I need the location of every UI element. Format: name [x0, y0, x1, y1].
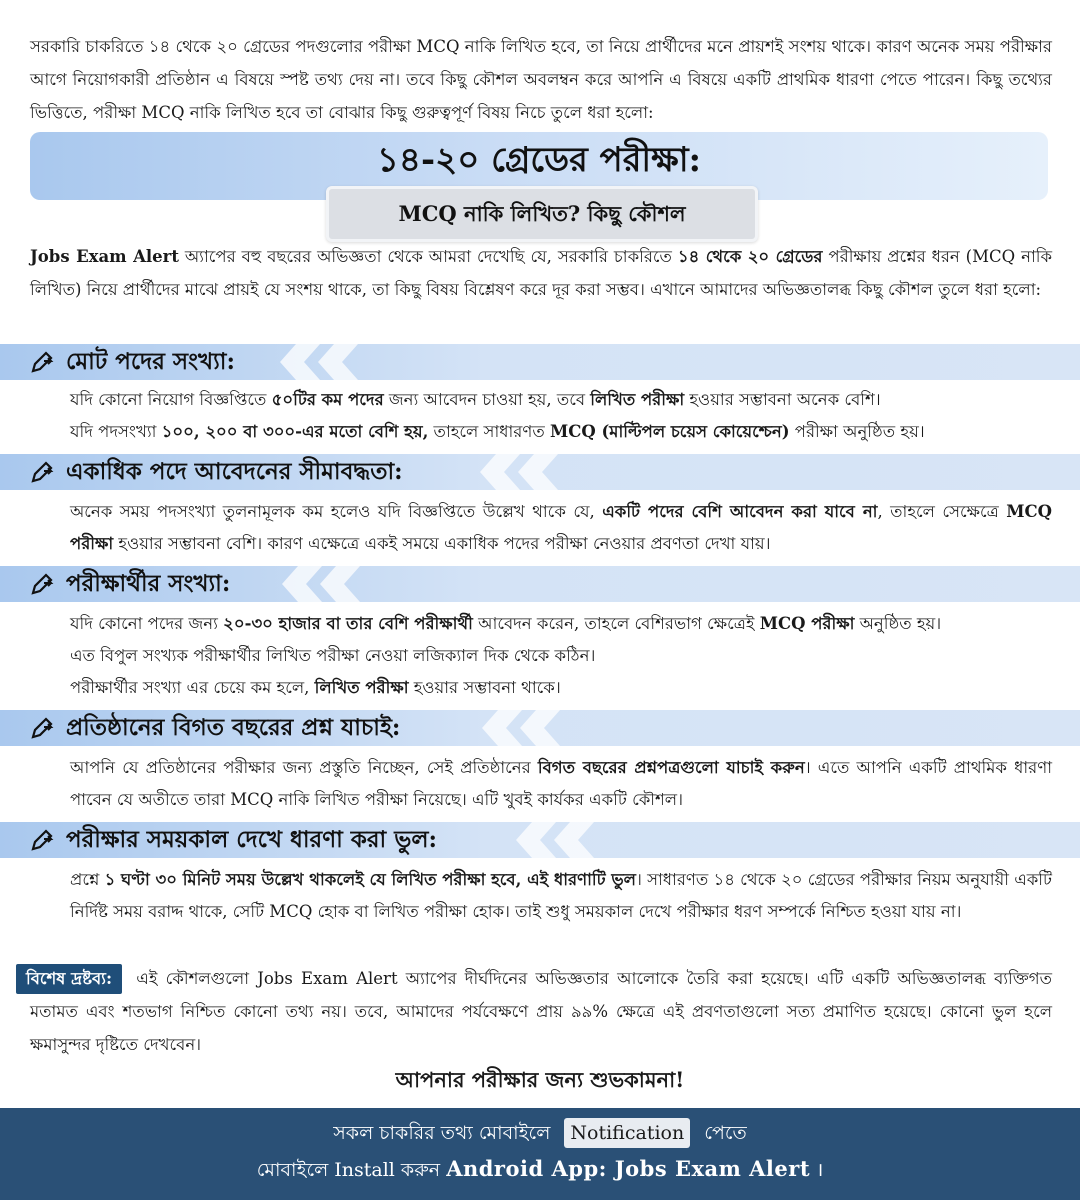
footer-banner — [0, 1108, 1080, 1200]
bold-run: ২০-৩০ হাজার বা তার বেশি পরীক্ষার্থী — [223, 614, 473, 633]
subtitle-box: MCQ নাকি লিখিত? কিছু কৌশল — [326, 186, 758, 242]
page-title: ১৪-২০ গ্রেডের পরীক্ষা: — [376, 140, 702, 180]
lead-paragraph — [30, 240, 1052, 306]
lead-bold-1: ১৪ থেকে ২০ গ্রেডের — [677, 247, 823, 266]
lead-text-1: অ্যাপের বহু বছরের অভিজ্ঞতা থেকে আমরা দেখেছি যে, সরকারি চাকরিতে — [178, 247, 678, 266]
pen-arrow-icon — [30, 350, 54, 374]
bold-run: ১০০, ২০০ বা ৩০০-এর মতো বেশি হয়, — [161, 422, 429, 441]
text-run: হওয়ার সম্ভাবনা বেশি। কারণ এক্ষেত্রে একই সময়ে একাধিক পদের পরীক্ষা নেওয়ার প্রবণতা দেখা যায়। — [113, 534, 771, 553]
section-body-duration — [70, 864, 1052, 928]
app-name: Android App: Jobs Exam Alert — [446, 1156, 811, 1181]
bold-run: MCQ (মাল্টিপল চয়েস কোয়েশ্চেন) — [549, 422, 790, 441]
bold-run: লিখিত পরীক্ষা — [590, 390, 685, 409]
text-run: হওয়ার সম্ভাবনা থাকে। — [408, 678, 561, 697]
text-run: জন্য আবেদন চাওয়া হয়, তবে — [383, 390, 591, 409]
brand-name: Jobs Exam Alert — [257, 969, 398, 988]
section-heading-label: মোট পদের সংখ্যা: — [66, 348, 235, 375]
text-run: যদি পদসংখ্যা — [70, 422, 162, 441]
section-heading-label: পরীক্ষার সময়কাল দেখে ধারণা করা ভুল: — [66, 826, 437, 853]
section-paragraph — [70, 672, 1052, 704]
bold-run: লিখিত পরীক্ষা — [314, 678, 409, 697]
text-run: । এতে আপনি একটি প্রাথমিক ধারণা পাবেন যে অতীতে তারা MCQ নাকি লিখিত পরীক্ষা নিয়েছে। এটি খুবই কার্যকর একটি কৌশল। — [70, 758, 1053, 809]
good-wishes: আপনার পরীক্ষার জন্য শুভকামনা! — [395, 1067, 685, 1092]
section-heading-multi-apply — [0, 454, 1080, 490]
text-run: , তাহলে সেক্ষেত্রে — [877, 502, 1007, 521]
section-heading-label: প্রতিষ্ঠানের বিগত বছরের প্রশ্ন যাচাই: — [66, 714, 401, 741]
section-heading-candidates — [0, 566, 1080, 602]
brand-name: Jobs Exam Alert — [30, 247, 179, 266]
pen-arrow-icon — [30, 716, 54, 740]
text-run: পরীক্ষার্থীর সংখ্যা এর চেয়ে কম হলে, — [70, 678, 315, 697]
section-body-past-questions — [70, 752, 1052, 816]
footer-text: মোবাইলে Install করুন — [256, 1159, 441, 1181]
section-paragraph — [70, 864, 1052, 928]
section-paragraph — [70, 608, 1052, 640]
bold-run: MCQ পরীক্ষা — [759, 614, 855, 633]
section-body-total-posts — [70, 384, 1052, 448]
section-paragraph — [70, 496, 1052, 560]
bold-run: একটি পদের বেশি আবেদন করা যাবে না — [602, 502, 878, 521]
text-run: হওয়ার সম্ভাবনা অনেক বেশি। — [684, 390, 881, 409]
bold-run: ৫০টির কম পদের — [271, 390, 384, 409]
section-heading-total-posts — [0, 344, 1080, 380]
section-heading-duration — [0, 822, 1080, 858]
section-body-multi-apply — [70, 496, 1052, 560]
pen-arrow-icon — [30, 572, 54, 596]
bold-run: MCQ পরীক্ষা — [70, 502, 1052, 553]
section-paragraph — [70, 416, 1052, 448]
text-run: অনেক সময় পদসংখ্যা তুলনামূলক কম হলেও যদি বিজ্ঞপ্তিতে উল্লেখ থাকে যে, — [70, 502, 603, 521]
intro-paragraph: সরকারি চাকরিতে ১৪ থেকে ২০ গ্রেডের পদগুলোর পরীক্ষা MCQ নাকি লিখিত হবে, তা নিয়ে প্রার্থীদের মনে প্রায়শই সংশয় থাকে। কারণ অনেক সময় পরীক্ষার আগে নিয়োগকারী প্রতিষ্ঠান এ বিষয়ে স্পষ্ট তথ্য দেয় না। তবে কিছু কৌশল অবলম্বন করে আপনি এ বিষয়ে একটি প্রাথমিক ধারণা পেতে পারেন। কিছু তথ্যের ভিত্তিতে, পরীক্ষা MCQ নাকি লিখিত হবে তা বোঝার কিছু গুরুত্বপূর্ণ বিষয় নিচে তুলে ধরা হলো: — [30, 37, 1052, 122]
pen-arrow-icon — [30, 828, 54, 852]
footer-text: । — [816, 1159, 824, 1181]
section-paragraph — [70, 752, 1052, 816]
note-tag: বিশেষ দ্রষ্টব্য: — [16, 964, 122, 994]
section-paragraph: এত বিপুল সংখ্যক পরীক্ষার্থীর লিখিত পরীক্ষা নেওয়া লজিক্যাল দিক থেকে কঠিন। — [70, 646, 596, 665]
notification-badge: Notification — [564, 1118, 690, 1148]
text-run: অনুষ্ঠিত হয়। — [854, 614, 942, 633]
footer-text: সকল চাকরির তথ্য মোবাইলে — [333, 1122, 551, 1144]
special-note — [26, 962, 1052, 1061]
section-body-candidates — [70, 608, 1052, 704]
text-run: । সাধারণত ১৪ থেকে ২০ গ্রেডের পরীক্ষার নিয়ম অনুযায়ী একটি নির্দিষ্ট সময় বরাদ্দ থাকে, সেটি MCQ হোক বা লিখিত পরীক্ষা হোক। তাই শুধু সময়কাল দেখে পরীক্ষার ধরণ সম্পর্কে নিশ্চিত হওয়া যায় না। — [70, 870, 1053, 921]
section-heading-label: একাধিক পদে আবেদনের সীমাবদ্ধতা: — [66, 458, 403, 485]
text-run: পরীক্ষা অনুষ্ঠিত হয়। — [789, 422, 925, 441]
bold-run: বিগত বছরের প্রশ্নপত্রগুলো যাচাই করুন — [537, 758, 805, 777]
bold-run: ১ ঘণ্টা ৩০ মিনিট সময় উল্লেখ থাকলেই যে লিখিত পরীক্ষা হবে, এই ধারণাটি ভুল — [104, 870, 636, 889]
text-run: প্রশ্নে — [70, 870, 105, 889]
footer-row-1 — [0, 1116, 1080, 1150]
footer-text: পেতে — [704, 1122, 747, 1144]
text-run: আবেদন করেন, তাহলে বেশিরভাগ ক্ষেত্রেই — [472, 614, 760, 633]
section-paragraph — [70, 384, 1052, 416]
section-heading-label: পরীক্ষার্থীর সংখ্যা: — [66, 570, 231, 597]
text-run: আপনি যে প্রতিষ্ঠানের পরীক্ষার জন্য প্রস্তুতি নিচ্ছেন, সেই প্রতিষ্ঠানের — [70, 758, 538, 777]
pen-arrow-icon — [30, 460, 54, 484]
lead-text-2: পরীক্ষায় প্রশ্নের ধরন (MCQ নাকি লিখিত) নিয়ে প্রার্থীদের মাঝে প্রায়ই যে সংশয় থাকে, তা কিছু বিষয় বিশ্লেষণ করে দূর করা সম্ভব। এখানে আমাদের অভিজ্ঞতালব্ধ কিছু কৌশল তুলে ধরা হলো: — [30, 247, 1052, 299]
text-run: এই কৌশলগুলো — [128, 969, 258, 988]
text-run: যদি কোনো নিয়োগ বিজ্ঞপ্তিতে — [70, 390, 272, 409]
footer-row-2 — [0, 1152, 1080, 1187]
section-heading-past-questions — [0, 710, 1080, 746]
text-run: তাহলে সাধারণত — [428, 422, 550, 441]
text-run: যদি কোনো পদের জন্য — [70, 614, 224, 633]
text-run: অ্যাপের দীর্ঘদিনের অভিজ্ঞতার আলোকে তৈরি করা হয়েছে। এটি একটি অভিজ্ঞতালব্ধ ব্যক্তিগত মতামত এবং শতভাগ নিশ্চিত কোনো তথ্য নয়। তবে, আমাদের পর্যবেক্ষণে প্রায় ৯৯% ক্ষেত্রে এই প্রবণতাগুলো সত্য প্রমাণিত হয়েছে। কোনো ভুল হলে ক্ষমাসুন্দর দৃষ্টিতে দেখবেন। — [30, 969, 1052, 1054]
